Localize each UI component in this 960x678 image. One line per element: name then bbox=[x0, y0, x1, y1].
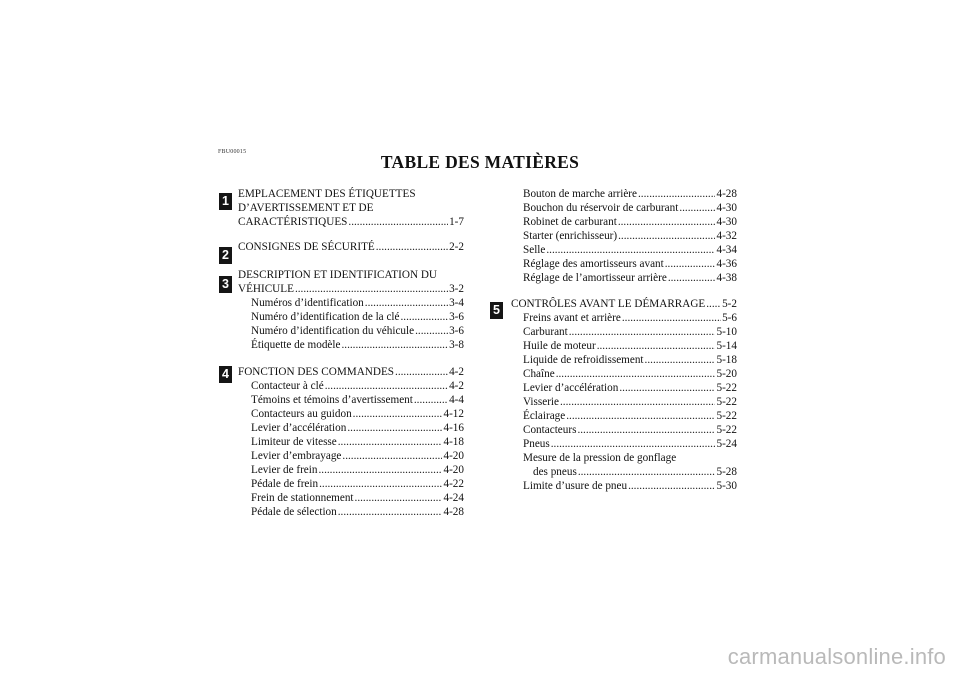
toc-entry[interactable] bbox=[238, 324, 464, 339]
toc-entry-title: Éclairage bbox=[523, 410, 566, 422]
toc-entry-title: Levier de frein bbox=[251, 464, 318, 476]
toc-entry-page: 5-14 bbox=[716, 340, 737, 352]
toc-entry-title: Contacteur à clé bbox=[251, 380, 324, 392]
toc-entry-page: 4-28 bbox=[716, 188, 737, 200]
dot-leader bbox=[342, 449, 442, 464]
toc-entry-title: Frein de stationnement bbox=[251, 492, 354, 504]
toc-entry-page: 4-38 bbox=[716, 272, 737, 284]
toc-entry-page: 4-2 bbox=[449, 380, 464, 392]
dot-leader bbox=[341, 338, 448, 353]
dot-leader bbox=[338, 435, 443, 450]
toc-entry-title: Pédale de sélection bbox=[251, 506, 337, 518]
toc-entry-title: Numéro d’identification de la clé bbox=[251, 311, 400, 323]
toc-entry-title: Levier d’accélération bbox=[523, 382, 619, 394]
watermark: carmanualsonline.info bbox=[727, 644, 946, 669]
toc-entry-title: Visserie bbox=[523, 396, 559, 408]
toc-entry-title: Numéros d’identification bbox=[251, 297, 364, 309]
dot-leader bbox=[319, 477, 442, 492]
toc-entry[interactable] bbox=[238, 296, 464, 311]
toc-entry-page: 4-30 bbox=[716, 216, 737, 228]
toc-entry[interactable] bbox=[238, 365, 464, 380]
toc-entry-page: 5-22 bbox=[716, 396, 737, 408]
toc-entry[interactable] bbox=[511, 311, 737, 326]
dot-leader bbox=[395, 365, 448, 380]
toc-entry[interactable] bbox=[238, 505, 464, 520]
dot-leader bbox=[645, 353, 716, 368]
toc-entry-page: 4-16 bbox=[443, 422, 464, 434]
toc-entry[interactable] bbox=[511, 297, 737, 312]
toc-entry[interactable] bbox=[511, 479, 737, 494]
toc-entry[interactable] bbox=[511, 257, 737, 272]
toc-entry-title: Levier d’accélération bbox=[251, 422, 347, 434]
dot-leader bbox=[628, 479, 715, 494]
toc-entry-title: Chaîne bbox=[523, 368, 555, 380]
toc-entry-page: 4-34 bbox=[716, 244, 737, 256]
toc-entry[interactable] bbox=[511, 451, 737, 466]
toc-entry[interactable] bbox=[511, 409, 737, 424]
dot-leader bbox=[365, 296, 448, 311]
toc-entry[interactable] bbox=[511, 465, 737, 480]
toc-entry[interactable] bbox=[238, 282, 464, 297]
toc-right-column bbox=[511, 0, 737, 678]
toc-entry-page: 5-6 bbox=[722, 312, 737, 324]
toc-entry-title: Starter (enrichisseur) bbox=[523, 230, 618, 242]
toc-entry-title: Selle bbox=[523, 244, 546, 256]
toc-entry[interactable] bbox=[511, 381, 737, 396]
toc-entry-page: 4-30 bbox=[716, 202, 737, 214]
section-tab-1[interactable]: 1 bbox=[219, 193, 232, 210]
toc-entry-page: 2-2 bbox=[449, 241, 464, 253]
toc-entry-title: Numéro d’identification du véhicule bbox=[251, 325, 415, 337]
dot-leader bbox=[556, 367, 716, 382]
toc-entry-page: 5-22 bbox=[716, 382, 737, 394]
toc-entry[interactable] bbox=[238, 379, 464, 394]
toc-entry-page: 5-28 bbox=[716, 466, 737, 478]
toc-entry[interactable] bbox=[238, 310, 464, 325]
dot-leader bbox=[353, 407, 443, 422]
dot-leader bbox=[414, 393, 448, 408]
toc-entry-page: 4-28 bbox=[443, 506, 464, 518]
document-code: FBU00015 bbox=[218, 149, 247, 155]
toc-entry-title: Témoins et témoins d’avertissement bbox=[251, 394, 413, 406]
toc-entry-page: 5-22 bbox=[716, 410, 737, 422]
toc-entry-page: 5-20 bbox=[716, 368, 737, 380]
toc-entry-title: Freins avant et arrière bbox=[523, 312, 621, 324]
section-tab-4[interactable]: 4 bbox=[219, 366, 232, 383]
toc-entry-page: 4-32 bbox=[716, 230, 737, 242]
toc-entry[interactable] bbox=[511, 353, 737, 368]
toc-entry[interactable] bbox=[238, 201, 464, 216]
toc-entry-page: 5-18 bbox=[716, 354, 737, 366]
dot-leader bbox=[706, 297, 721, 312]
dot-leader bbox=[566, 409, 715, 424]
toc-entry-page: 4-20 bbox=[443, 450, 464, 462]
toc-entry-page: 4-12 bbox=[443, 408, 464, 420]
toc-entry-title: Réglage des amortisseurs avant bbox=[523, 258, 664, 270]
toc-entry[interactable] bbox=[238, 240, 464, 255]
toc-entry-page: 4-2 bbox=[449, 366, 464, 378]
dot-leader bbox=[376, 240, 448, 255]
dot-leader bbox=[668, 271, 716, 286]
toc-entry-title: CARACTÉRISTIQUES bbox=[238, 216, 348, 228]
toc-entry-page: 3-2 bbox=[449, 283, 464, 295]
toc-entry-page: 5-22 bbox=[716, 424, 737, 436]
toc-entry-title: Bouton de marche arrière bbox=[523, 188, 637, 200]
toc-entry[interactable] bbox=[238, 463, 464, 478]
toc-entry-title: Limiteur de vitesse bbox=[251, 436, 337, 448]
page-title: TABLE DES MATIÈRES bbox=[380, 152, 580, 172]
toc-entry[interactable] bbox=[238, 435, 464, 450]
dot-leader bbox=[618, 229, 715, 244]
toc-entry-title: Robinet de carburant bbox=[523, 216, 617, 228]
toc-entry[interactable] bbox=[238, 407, 464, 422]
toc-entry-title: Limite d’usure de pneu bbox=[523, 480, 628, 492]
section-tab-5[interactable]: 5 bbox=[490, 302, 503, 319]
dot-leader bbox=[679, 201, 715, 216]
toc-entry[interactable] bbox=[511, 437, 737, 452]
toc-entry[interactable] bbox=[238, 187, 464, 202]
toc-entry-page: 3-6 bbox=[449, 311, 464, 323]
toc-entry[interactable] bbox=[238, 338, 464, 353]
toc-entry-page: 3-6 bbox=[449, 325, 464, 337]
toc-entry-page: 5-30 bbox=[716, 480, 737, 492]
toc-entry-page: 3-8 bbox=[449, 339, 464, 351]
toc-entry[interactable] bbox=[511, 201, 737, 216]
toc-entry-page: 5-24 bbox=[716, 438, 737, 450]
toc-entry-title: Pneus bbox=[523, 438, 550, 450]
toc-entry-title: Bouchon du réservoir de carburant bbox=[523, 202, 679, 214]
toc-entry[interactable] bbox=[511, 367, 737, 382]
toc-entry[interactable] bbox=[238, 421, 464, 436]
toc-entry-title: Étiquette de modèle bbox=[251, 339, 341, 351]
toc-entry-page: 1-7 bbox=[449, 216, 464, 228]
dot-leader bbox=[415, 324, 448, 339]
toc-entry-title: Liquide de refroidissement bbox=[523, 354, 644, 366]
toc-entry-title: Levier d’embrayage bbox=[251, 450, 342, 462]
toc-entry[interactable] bbox=[511, 339, 737, 354]
toc-entry[interactable] bbox=[511, 271, 737, 286]
toc-entry[interactable] bbox=[238, 477, 464, 492]
toc-left-column bbox=[238, 0, 464, 678]
dot-leader bbox=[638, 187, 715, 202]
toc-entry-title: CONTRÔLES AVANT LE DÉMARRAGE bbox=[511, 298, 706, 310]
toc-entry[interactable] bbox=[511, 215, 737, 230]
toc-entry-title: VÉHICULE bbox=[238, 283, 294, 295]
toc-entry-page: 4-22 bbox=[443, 478, 464, 490]
section-tab-3[interactable]: 3 bbox=[219, 276, 232, 293]
toc-entry[interactable] bbox=[511, 187, 737, 202]
dot-leader bbox=[295, 282, 448, 297]
toc-entry-page: 4-18 bbox=[443, 436, 464, 448]
toc-entry-page: 5-2 bbox=[722, 298, 737, 310]
toc-entry[interactable] bbox=[511, 395, 737, 410]
dot-leader bbox=[622, 311, 721, 326]
dot-leader bbox=[347, 421, 442, 436]
dot-leader bbox=[325, 379, 448, 394]
toc-entry-title: Huile de moteur bbox=[523, 340, 596, 352]
toc-entry[interactable] bbox=[238, 215, 464, 230]
toc-entry-page: 4-4 bbox=[449, 394, 464, 406]
toc-entry-page: 4-20 bbox=[443, 464, 464, 476]
dot-leader bbox=[338, 505, 443, 520]
toc-entry-page: 5-10 bbox=[716, 326, 737, 338]
section-tab-2[interactable]: 2 bbox=[219, 247, 232, 264]
toc-entry-title: des pneus bbox=[533, 466, 577, 478]
toc-entry[interactable] bbox=[238, 268, 464, 283]
toc-entry[interactable] bbox=[511, 243, 737, 258]
toc-entry[interactable] bbox=[511, 229, 737, 244]
toc-entry[interactable] bbox=[511, 423, 737, 438]
toc-entry-title: FONCTION DES COMMANDES bbox=[238, 366, 395, 378]
toc-entry-page: 4-24 bbox=[443, 492, 464, 504]
dot-leader bbox=[578, 465, 716, 480]
dot-leader bbox=[551, 437, 716, 452]
dot-leader bbox=[401, 310, 449, 325]
toc-entry-title: Réglage de l’amortisseur arrière bbox=[523, 272, 667, 284]
dot-leader bbox=[618, 215, 716, 230]
dot-leader bbox=[355, 491, 443, 506]
toc-entry-title: DESCRIPTION ET IDENTIFICATION DU bbox=[238, 269, 437, 281]
dot-leader bbox=[665, 257, 716, 272]
toc-entry[interactable] bbox=[238, 393, 464, 408]
toc-entry-page: 3-4 bbox=[449, 297, 464, 309]
toc-entry-title: Pédale de frein bbox=[251, 478, 319, 490]
toc-entry-title: Contacteurs bbox=[523, 424, 577, 436]
dot-leader bbox=[560, 395, 715, 410]
dot-leader bbox=[619, 381, 715, 396]
toc-entry-title: Contacteurs au guidon bbox=[251, 408, 352, 420]
toc-entry-title: CONSIGNES DE SÉCURITÉ bbox=[238, 241, 375, 253]
dot-leader bbox=[597, 339, 716, 354]
dot-leader bbox=[546, 243, 715, 258]
toc-entry[interactable] bbox=[511, 325, 737, 340]
toc-entry[interactable] bbox=[238, 449, 464, 464]
dot-leader bbox=[318, 463, 442, 478]
toc-entry-title: Mesure de la pression de gonflage bbox=[523, 452, 677, 464]
dot-leader bbox=[577, 423, 715, 438]
toc-entry-page: 4-36 bbox=[716, 258, 737, 270]
dot-leader bbox=[348, 215, 448, 230]
dot-leader bbox=[569, 325, 716, 340]
toc-entry-title: D’AVERTISSEMENT ET DE bbox=[238, 202, 374, 214]
toc-entry-title: Carburant bbox=[523, 326, 568, 338]
toc-entry[interactable] bbox=[238, 491, 464, 506]
toc-entry-title: EMPLACEMENT DES ÉTIQUETTES bbox=[238, 188, 416, 200]
